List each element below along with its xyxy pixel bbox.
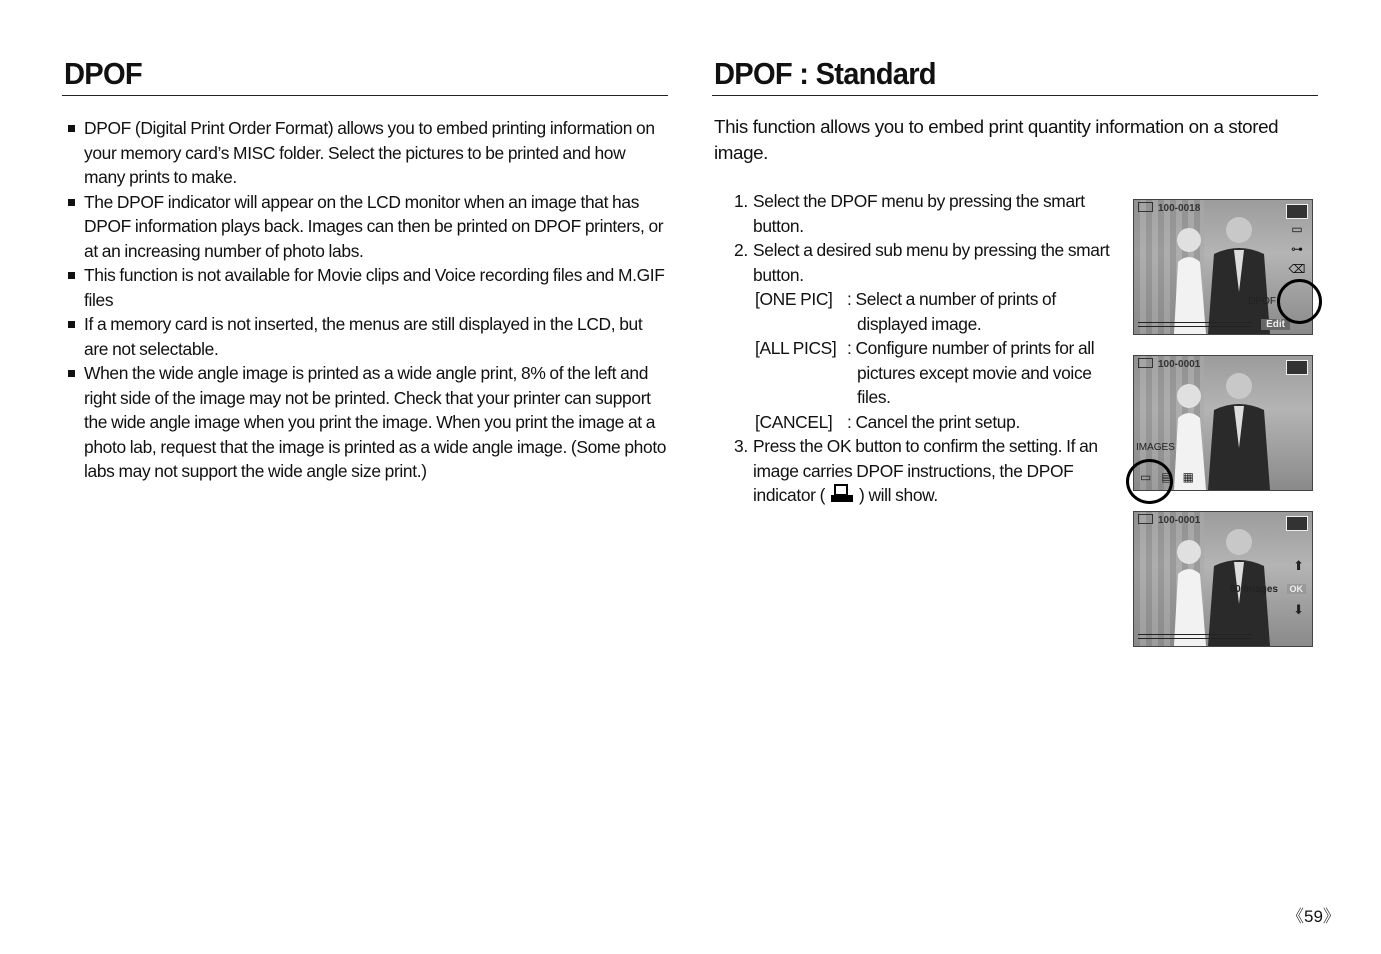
page-number: 《59》: [1287, 907, 1340, 926]
memory-card-icon: [1138, 358, 1153, 368]
step-list: [734, 189, 1114, 508]
memory-card-icon: [1138, 514, 1153, 524]
scroll-bar: [1138, 322, 1252, 327]
up-arrow-icon: ⬆: [1293, 558, 1304, 573]
bullet-item: When the wide angle image is printed as a wide angle print, 8% of the left and right side of the image may not be printed. Check that your printer can support the wide angle image when you print the image. When you print the image at a photo lab, request that the image is printed as a wide angle image. (Some photo labs may not support the wide angle size print.): [62, 361, 668, 484]
ok-button: OK: [1287, 584, 1307, 594]
file-number: 100-0001: [1138, 358, 1200, 370]
option-one-pic: [ONE PIC] : Select a number of prints of displayed image.: [755, 289, 1056, 334]
submenu-label: IMAGES: [1136, 442, 1175, 453]
title-rule: [62, 95, 668, 96]
bullet-square-icon: [68, 199, 75, 206]
scroll-bar: [1138, 634, 1252, 639]
printer-icon: [829, 484, 855, 504]
bullet-square-icon: [68, 125, 75, 132]
dpof-icon-highlight: [1277, 279, 1322, 324]
lcd-screen-print-quantity: [1133, 511, 1313, 647]
file-number: 100-0001: [1138, 514, 1200, 526]
edit-label: Edit: [1261, 319, 1290, 330]
play-mode-icon: [1286, 204, 1308, 219]
dpof-icon: [1286, 516, 1308, 531]
option-cancel: [CANCEL] : Cancel the print setup.: [755, 411, 1020, 432]
menu-icons: [1288, 222, 1306, 282]
dpof-icon: [1286, 360, 1308, 375]
title-rule: [712, 95, 1318, 96]
one-pic-icon-highlight: [1126, 459, 1173, 504]
groom-figure: [1204, 212, 1274, 334]
bullet-square-icon: [68, 370, 75, 377]
dpof-bullet-list: [62, 116, 668, 484]
bullet-square-icon: [68, 272, 75, 279]
step-item: 2. Select a desired sub menu by pressing the smart button. [ONE PIC] : Select a number of prints of displayed image. [ALL PICS] : Configure number of prints for all pictures except movie and voice files. [CANCEL] : Cancel the print setup.: [734, 238, 1114, 434]
protect-key-icon: ⊶: [1291, 242, 1303, 256]
bullet-item: The DPOF indicator will appear on the LCD monitor when an image that has DPOF information plays back. Images can then be printed on DPOF printers, or at an increasing number of photo labs.: [62, 190, 668, 264]
image-count-label: 00 Images: [1229, 584, 1278, 595]
option-all-pics: [ALL PICS] : Configure number of prints for all pictures except movie and voice files.: [755, 338, 1095, 407]
intro-paragraph: This function allows you to embed print quantity information on a stored image.: [714, 116, 1279, 163]
groom-figure: [1204, 368, 1274, 490]
page-title-dpof-standard: DPOF : Standard: [714, 56, 936, 91]
step-item: 1. Select the DPOF menu by pressing the smart button.: [734, 191, 1085, 236]
bullet-item: DPOF (Digital Print Order Format) allows you to embed printing information on your memory card’s MISC folder. Select the pictures to be printed and how many prints to make.: [62, 116, 668, 190]
bullet-square-icon: [68, 321, 75, 328]
page-title-dpof: DPOF: [64, 56, 142, 91]
menu-label: DPOF: [1248, 296, 1276, 307]
bullet-item: This function is not available for Movie clips and Voice recording files and M.GIF files: [62, 263, 668, 312]
file-number: 100-0018: [1138, 202, 1200, 214]
down-arrow-icon: ⬇: [1293, 602, 1304, 617]
submenu-icons: ▭ ▤ ▦: [1140, 470, 1195, 484]
bullet-item: If a memory card is not inserted, the menus are still displayed in the LCD, but are not selectable.: [62, 312, 668, 361]
slideshow-icon: ▭: [1291, 222, 1303, 236]
memory-card-icon: [1138, 202, 1153, 212]
step-item: 3. Press the OK button to confirm the setting. If an image carries DPOF instructions, the DPOF indicator ( ) will show.: [734, 436, 1098, 505]
delete-icon: ⌫: [1288, 262, 1306, 276]
